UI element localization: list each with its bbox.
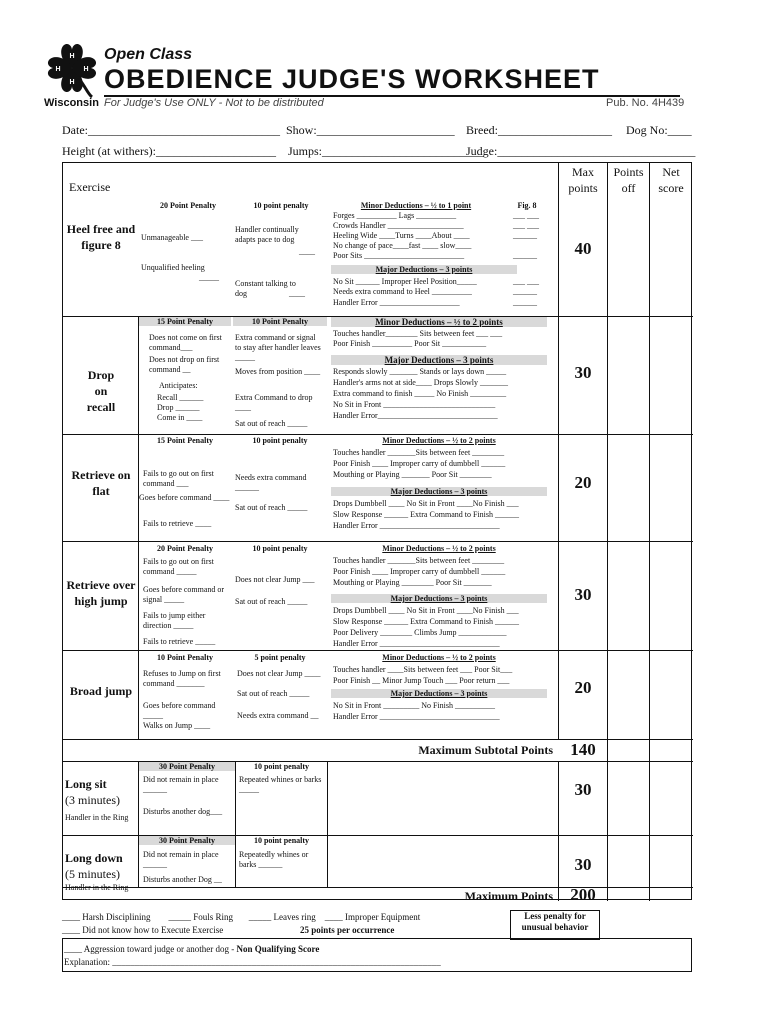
height-field[interactable]: Height (at withers):____________________ [62,144,276,158]
retrieve-high-fails-jump: Fails to jump either direction _____ [143,611,206,630]
recall-major-deductions-header: Major Deductions – 3 points [331,355,547,365]
heel-fig8-blank-3[interactable]: ______ [513,231,537,240]
heel-minor-3: Heeling Wide ____Turns ____About ____ [333,231,470,240]
recall-extra-drop: Extra Command to drop ____ [235,393,313,412]
heel-unmanageable: Unmanageable ___ [141,233,203,242]
retrieve-high-minor-header: Minor Deductions – ½ to 2 points [382,544,496,553]
retrieve-high-fails-go-out: Fails to go out on first command _____ [143,557,214,576]
broad-10-penalty-header: 10 Point Penalty [157,653,213,662]
long-sit-duration: (3 minutes) [65,793,120,807]
retrieve-high-10-penalty-header: 10 point penalty [252,544,308,553]
recall-minor-1: Touches handler________ Sits between feet ___ ___ [333,329,503,338]
heel-10-penalty-header: 10 point penalty [253,201,309,210]
broad-not-clear: Does not clear Jump ____ [237,669,321,678]
recall-minor-2: Poor Finish __________ Poor Sit ___________ [333,339,487,348]
recall-not-drop: Does not drop on first command __ [149,355,220,374]
recall-anticipate-drop: Drop ______ [157,403,200,412]
heel-fig8-blank-4[interactable]: ______ [513,251,537,260]
retrieve-flat-fails-retrieve: Fails to retrieve ____ [143,519,212,528]
heel-fig8-header: Fig. 8 [517,201,537,210]
recall-extra-command: Extra command or signal to stay after handler leaves _____ [235,333,321,362]
retrieve-flat-10-penalty-header: 10 point penalty [252,436,308,445]
heel-minor-1: Forges __________ Lags __________ [333,211,457,220]
retrieve-flat-major-1: Drops Dumbbell ____ No Sit in Front ____No Finish ___ [333,499,519,508]
recall-major-3: Extra command to finish _____ No Finish _________ [333,389,507,398]
retrieve-high-fails-retrieve: Fails to retrieve _____ [143,637,216,646]
subtotal-value: 140 [570,740,596,759]
breed-field[interactable]: Breed:___________________ [466,123,612,137]
exercise-retrieve-over-high-jump: Retrieve over high jump [66,578,136,608]
retrieve-high-minor-1: Touches handler _______Sits between feet ________ [333,556,505,565]
heel-minor-5: Poor Sits _________________________ [333,251,465,260]
date-field[interactable]: Date:________________________________ [62,123,280,137]
svg-text:H: H [69,53,75,60]
heel-constant-talking: Constant talking to dog [235,279,296,298]
broad-max-points: 20 [574,678,592,697]
retrieve-flat-major-2: Slow Response ______ Extra Command to Finish ______ [333,510,519,519]
broad-major-1: No Sit in Front _________ No Finish __________ [333,701,496,710]
subtotal-label: Maximum Subtotal Points [418,743,553,757]
recall-anticipate-recall: Recall ______ [157,393,204,402]
heel-major-blank-3[interactable]: ______ [513,298,537,307]
retrieve-high-major-header: Major Deductions – 3 points [331,594,547,603]
explanation-line[interactable]: Explanation: _________________________________________________________________________ [64,957,441,967]
dog-no-field[interactable]: Dog No:____ [626,123,692,137]
heel-unqualified-blank[interactable]: _____ [199,273,219,282]
wisconsin-label: Wisconsin [44,97,99,109]
heel-constant-blank[interactable]: ____ [289,289,305,298]
points-per-occurrence: 25 points per occurrence [300,925,395,935]
retrieve-high-max-points: 30 [574,585,592,604]
show-field[interactable]: Show:_______________________ [286,123,455,137]
retrieve-high-major-4: Handler Error ______________________________ [333,639,500,648]
svg-text:H: H [83,66,89,73]
broad-walks-on-jump: Walks on Jump ____ [143,721,211,730]
total-label: Maximum Points [464,889,553,903]
aggression-line: ____ Aggression toward judge or another dog - Non Qualifying Score [64,944,320,954]
recall-15-penalty-header: 15 Point Penalty [139,317,231,326]
heel-minor-2: Crowds Handler ___________________ [333,221,464,230]
heel-unqualified: Unqualified heeling [141,263,205,272]
retrieve-flat-minor-1: Touches handler _______Sits between feet ________ [333,448,505,457]
recall-10-penalty-header: 10 Point Penalty [233,317,327,326]
long-down-duration: (5 minutes) [65,867,120,881]
long-sit-handler-note: Handler in the Ring [65,813,129,822]
heel-major-deductions-header: Major Deductions – 3 points [331,265,517,274]
long-down-30-penalty-header: 30 Point Penalty [139,836,235,845]
heel-handler-blank[interactable]: ____ [299,247,315,256]
net-header-top: Net [662,165,680,179]
exercise-long-down: Long down [65,851,123,865]
svg-text:H: H [69,79,75,86]
broad-goes-before: Goes before command _____ [143,701,216,720]
long-down-whines: Repeatedly whines or barks ______ [239,850,309,869]
long-down-max-points: 30 [574,855,592,874]
retrieve-flat-max-points: 20 [574,473,592,492]
long-sit-disturbs: Disturbs another dog___ [143,807,223,816]
retrieve-flat-major-3: Handler Error ______________________________ [333,521,500,530]
max-header-bottom: points [568,181,598,195]
footer-line-2: ____ Did not know how to Execute Exercise [62,925,224,935]
judge-field[interactable]: Judge:_________________________________ [466,144,696,158]
pub-number: Pub. No. 4H439 [606,97,685,109]
retrieve-high-not-clear: Does not clear Jump ___ [235,575,315,584]
recall-major-1: Responds slowly _______ Stands or lays down _____ [333,367,507,376]
broad-extra-command: Needs extra command __ [237,711,319,720]
retrieve-high-minor-2: Poor Finish ____ Improper carry of dumbbell ______ [333,567,506,576]
recall-anticipates: Anticipates: [159,381,198,390]
recall-minor-deductions-header: Minor Deductions – ½ to 2 points [331,317,547,327]
heel-handler-adapts: Handler continually adapts pace to dog [235,225,299,244]
recall-anticipate-come: Come in ____ [157,413,203,422]
recall-not-come: Does not come on first command___ [149,333,222,352]
broad-5-penalty-header: 5 point penalty [254,653,306,662]
exercise-column-header: Exercise [69,180,111,194]
recall-max-points: 30 [574,363,592,382]
points-off-header-top: Points [613,165,644,179]
footer-line-1: ____ Harsh Disciplining _____ Fouls Ring _____ Leaves ring ____ Improper Equipment [62,912,421,922]
recall-moves: Moves from position ____ [235,367,321,376]
broad-minor-header: Minor Deductions – ½ to 2 points [382,653,496,662]
heel-max-points: 40 [574,239,592,258]
retrieve-high-sat-out: Sat out of reach _____ [235,597,308,606]
open-class-label: Open Class [104,46,193,63]
broad-minor-1: Touches handler ____Sits between feet ___ Poor Sit___ [333,665,513,674]
net-header-bottom: score [658,181,684,195]
retrieve-flat-minor-2: Poor Finish ____ Improper carry of dumbbell ______ [333,459,506,468]
less-penalty-box: Less penalty for unusual behavior [510,910,600,940]
long-sit-whines: Repeated whines or barks _____ [239,775,322,794]
broad-refuses: Refuses to Jump on first command _______ [143,669,221,688]
retrieve-high-major-3: Poor Delivery ________ Climbs Jump ____________ [333,628,507,637]
broad-minor-2: Poor Finish __ Minor Jump Touch ___ Poor return ___ [333,676,510,685]
retrieve-flat-minor-header: Minor Deductions – ½ to 2 points [382,436,496,445]
exercise-retrieve-on-flat: Retrieve on flat [71,468,131,498]
long-down-handler-note: Handler in the Ring [65,883,129,892]
recall-sat-out: Sat out of reach _____ [235,419,308,428]
retrieve-flat-goes-before: Goes before command ____ [139,493,230,502]
svg-text:H: H [55,66,61,73]
retrieve-flat-minor-3: Mouthing or Playing _______ Poor Sit ________ [333,470,492,479]
heel-fig8-blank-1[interactable]: ___ ___ [513,211,539,220]
retrieve-flat-fails-go-out: Fails to go out on first command ___ [143,469,214,488]
retrieve-high-minor-3: Mouthing or Playing ________ Poor Sit _______ [333,578,492,587]
subtitle: For Judge's Use ONLY - Not to be distributed [104,97,324,109]
exercise-long-sit: Long sit [65,777,107,791]
broad-major-header: Major Deductions – 3 points [331,689,547,698]
page-title: OBEDIENCE JUDGE'S WORKSHEET [104,64,600,94]
long-down-not-remain: Did not remain in place ______ [143,850,219,869]
retrieve-flat-15-penalty-header: 15 Point Penalty [157,436,213,445]
exercise-drop-on-recall: Drop on recall [86,368,116,414]
broad-major-2: Handler Error ______________________________ [333,712,500,721]
retrieve-high-major-1: Drops Dumbbell ____ No Sit in Front ____No Finish ___ [333,606,519,615]
worksheet-table [62,162,692,904]
heel-fig8-blank-2[interactable]: ___ ___ [513,221,539,230]
4h-clover-logo-icon [42,40,102,98]
long-sit-30-penalty-header: 30 Point Penalty [139,762,235,771]
long-sit-not-remain: Did not remain in place ______ [143,775,219,794]
heel-major-blank-1[interactable]: ___ ___ [513,277,539,286]
max-header-top: Max [572,165,594,179]
heel-minor-deductions-header: Minor Deductions – ½ to 1 point [360,201,472,210]
long-sit-max-points: 30 [574,780,592,799]
retrieve-high-20-penalty-header: 20 Point Penalty [157,544,213,553]
retrieve-flat-extra-command: Needs extra command ______ [235,473,307,492]
long-sit-10-penalty-header: 10 point penalty [253,762,310,771]
heel-major-3: Handler Error ____________________ [333,298,460,307]
exercise-broad-jump: Broad jump [69,684,133,698]
heel-major-2: Needs extra command to Heel __________ [333,287,472,296]
recall-major-4: No Sit in Front ____________________________ [333,400,496,409]
points-off-header-bottom: off [621,181,636,195]
heel-major-blank-2[interactable]: ______ [513,287,537,296]
retrieve-flat-sat-out: Sat out of reach _____ [235,503,308,512]
broad-sat-out: Sat out of reach _____ [237,689,310,698]
recall-major-5: Handler Error______________________________ [333,411,498,420]
long-down-10-penalty-header: 10 point penalty [253,836,310,845]
heel-20-penalty-header: 20 Point Penalty [160,201,216,210]
heel-minor-4: No change of pace____fast ____ slow____ [333,241,472,250]
jumps-field[interactable]: Jumps:___________________________ [288,144,485,158]
retrieve-high-goes-before: Goes before command or signal _____ [143,585,225,604]
exercise-heel: Heel free and figure 8 [66,222,136,252]
recall-major-2: Handler's arms not at side____ Drops Slowly _______ [333,378,508,387]
retrieve-high-major-2: Slow Response ______ Extra Command to Finish ______ [333,617,519,626]
retrieve-flat-major-header: Major Deductions – 3 points [331,487,547,496]
long-down-disturbs: Disturbs another Dog __ [143,875,222,884]
heel-major-1: No Sit ______ Improper Heel Position_____ [333,277,477,286]
total-value: 200 [570,885,596,904]
